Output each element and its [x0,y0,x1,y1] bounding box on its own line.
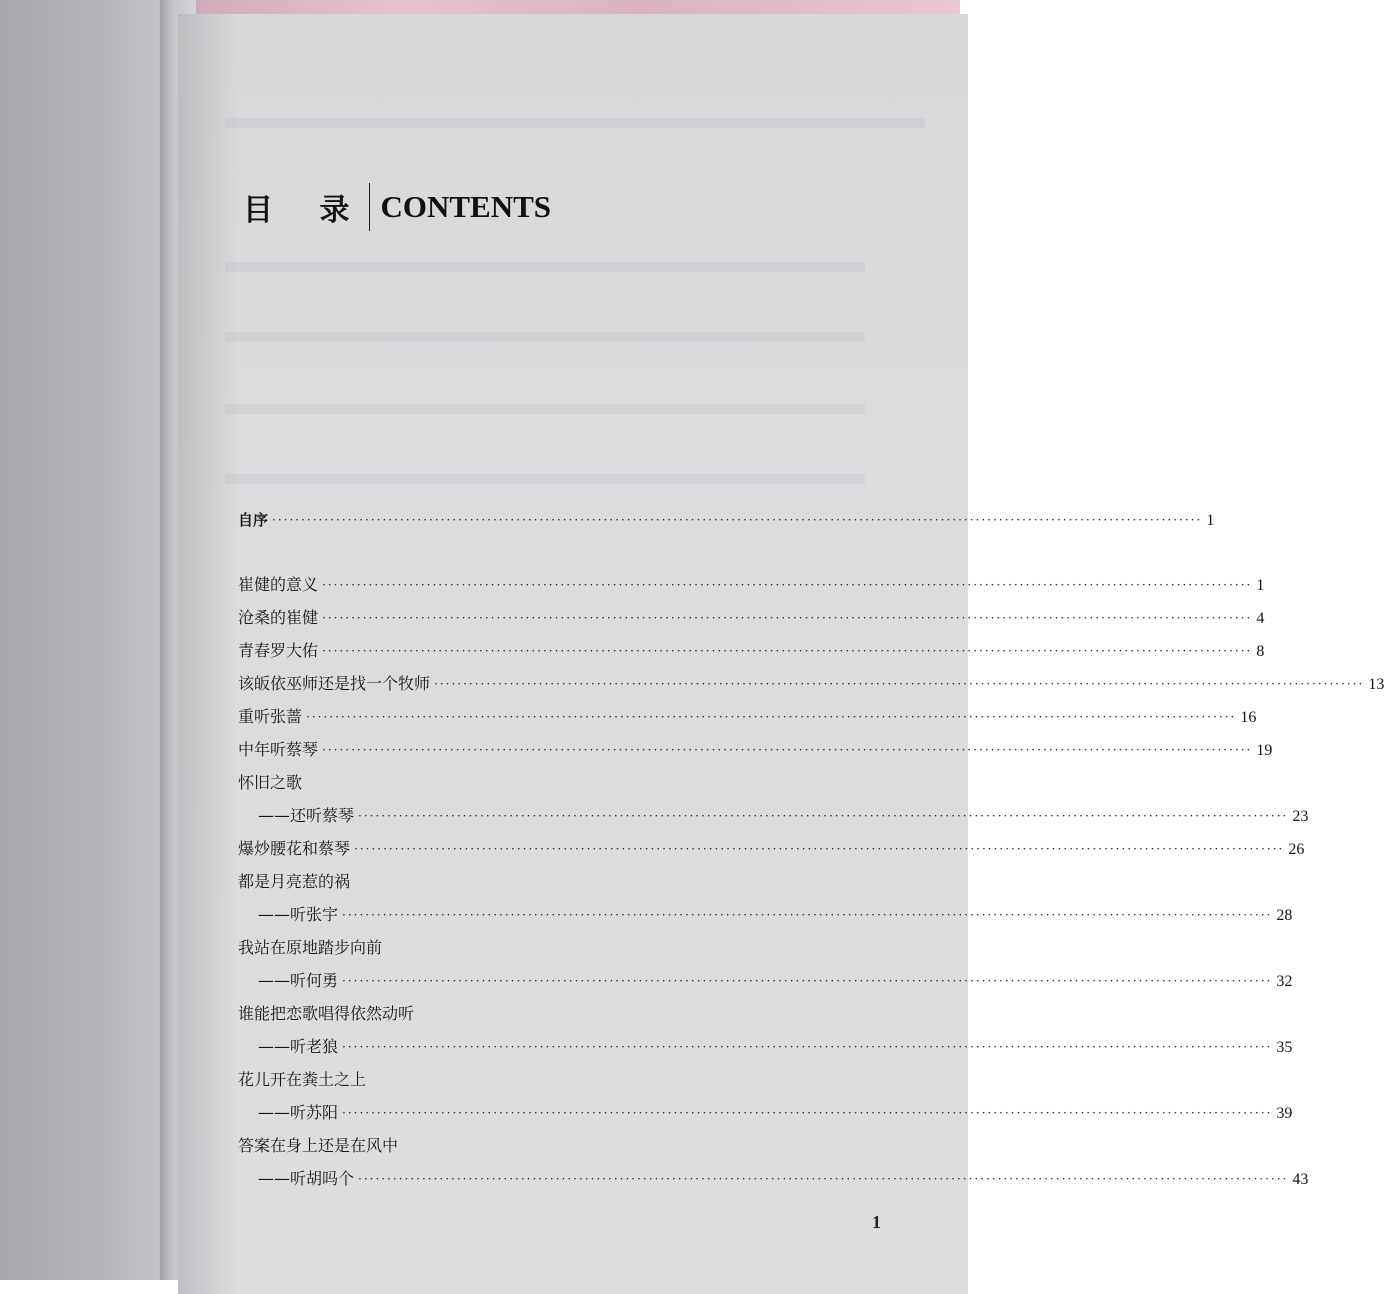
toc-page-number: 13 [1368,676,1384,693]
toc-title: 该皈依巫师还是找一个牧师 [238,674,431,693]
heading-chinese: 目 录 [243,193,368,228]
dot-leader: ································································································································································ [322,578,1253,592]
toc-page-number: 39 [1276,1105,1293,1122]
toc-row[interactable] [238,1126,898,1156]
toc-title: 自序 [238,511,269,529]
toc-row[interactable] [238,928,898,958]
toc-title: 青春罗大佑 [238,641,319,660]
toc-row[interactable] [238,862,898,892]
dot-leader: ································································································································································ [434,677,1365,691]
toc-row[interactable] [238,994,898,1024]
toc-title: 花儿开在粪土之上 [238,1070,367,1089]
toc-title: 爆炒腰花和蔡琴 [238,839,351,858]
left-page [0,0,185,1280]
toc-page-number: 28 [1276,907,1293,924]
toc-title: ——听苏阳 [258,1103,339,1122]
toc-page-number: 8 [1256,643,1265,660]
toc-page-number: 23 [1292,808,1309,825]
toc-page-number: 35 [1276,1039,1293,1056]
toc-row[interactable] [238,697,1257,727]
toc-row[interactable] [238,763,898,793]
toc-title: 谁能把恋歌唱得依然动听 [238,1004,415,1023]
dot-leader: ································································································································································ [358,1172,1289,1186]
toc-title: 重听张蔷 [238,707,303,726]
toc-page-number: 1 [1256,577,1265,594]
dot-leader: ································································································································································ [342,908,1273,922]
toc-preface-row[interactable] [238,500,1215,530]
dot-leader: ································································································································································ [342,974,1273,988]
toc-page-number: 32 [1276,973,1293,990]
show-through-text [225,118,925,128]
contents-heading [243,184,551,230]
show-through-text [225,474,865,484]
toc-title: 中年听蔡琴 [238,740,319,759]
toc-title: 都是月亮惹的祸 [238,872,351,891]
toc-page-number: 26 [1288,841,1305,858]
toc-subtitle-row[interactable] [258,1093,1293,1123]
dot-leader: ································································································································································ [306,710,1237,724]
toc-row[interactable] [238,565,1265,595]
dot-leader: ································································································································································ [358,809,1289,823]
show-through-text [225,332,865,342]
dot-leader: ································································································································································ [322,743,1253,757]
show-through-text [225,404,865,414]
toc-page-number: 43 [1292,1171,1309,1188]
dot-leader: ································································································································································ [342,1106,1273,1120]
toc-row[interactable] [238,829,1305,859]
page-shadow [178,14,238,1294]
dot-leader: ································································································································································ [272,513,1203,527]
toc-subtitle-row[interactable] [258,961,1293,991]
toc-subtitle-row[interactable] [258,1027,1293,1057]
toc-page-number: 19 [1256,742,1273,759]
toc-row[interactable] [238,631,1265,661]
toc-title: ——听胡吗个 [258,1169,355,1188]
toc-title: 崔健的意义 [238,575,319,594]
toc-title: ——还听蔡琴 [258,806,355,825]
toc-title: 沧桑的崔健 [238,608,319,627]
page-number: 1 [872,1212,881,1232]
dot-leader: ································································································································································ [322,644,1253,658]
toc-row[interactable] [238,598,1265,628]
toc-title: 答案在身上还是在风中 [238,1136,399,1155]
toc-row[interactable] [238,1060,898,1090]
heading-divider [369,183,370,231]
toc-title: ——听何勇 [258,971,339,990]
toc-title: ——听张宇 [258,905,339,924]
toc-subtitle-row[interactable] [258,895,1293,925]
dot-leader: ································································································································································ [322,611,1253,625]
toc-row[interactable] [238,664,1384,694]
toc-title: ——听老狼 [258,1037,339,1056]
toc-page-number: 4 [1256,610,1265,627]
toc-row[interactable] [238,730,1273,760]
heading-english: CONTENTS [380,189,551,224]
toc-title: 怀旧之歌 [238,773,303,792]
toc-subtitle-row[interactable] [258,1159,1309,1189]
show-through-text [225,262,865,272]
toc-page-number: 1 [1206,512,1215,529]
toc-page-number: 16 [1240,709,1257,726]
dot-leader: ································································································································································ [342,1040,1273,1054]
dot-leader: ································································································································································ [354,842,1285,856]
toc-subtitle-row[interactable] [258,796,1309,826]
toc-title: 我站在原地踏步向前 [238,938,383,957]
